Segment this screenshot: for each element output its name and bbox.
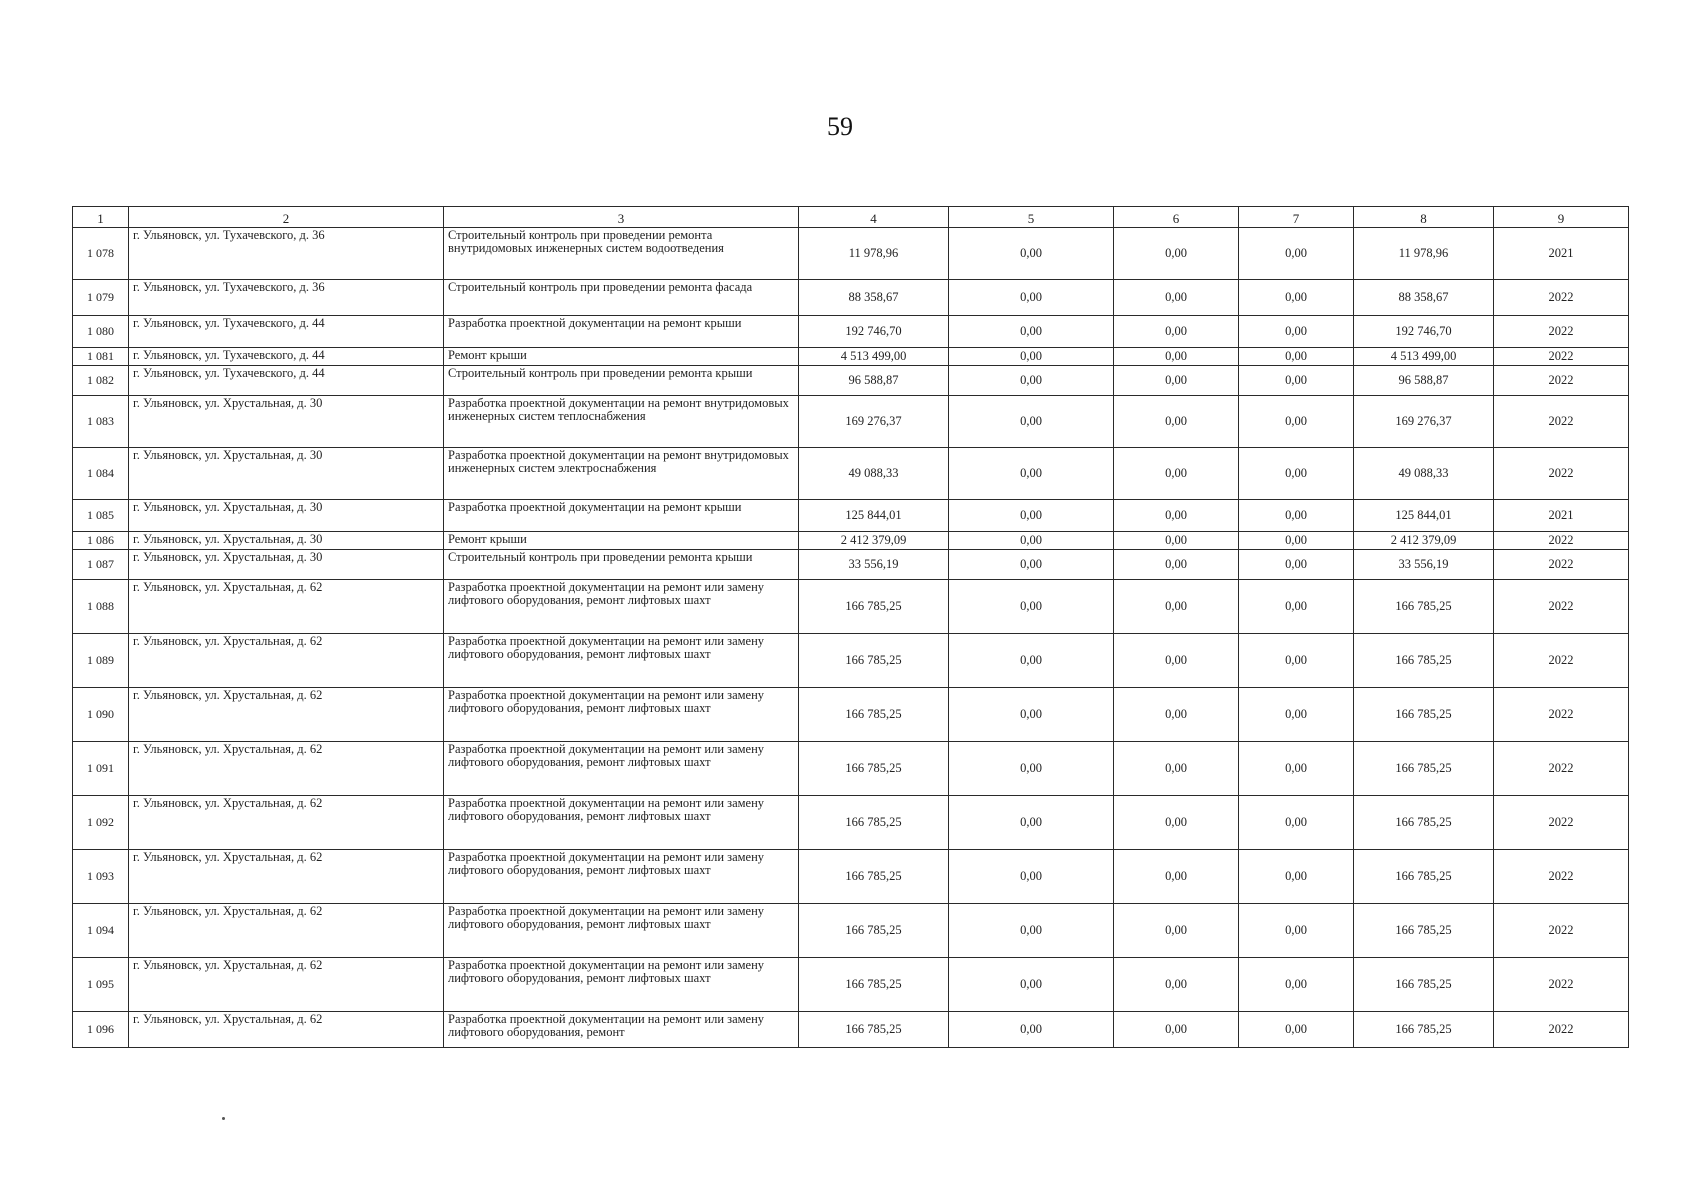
- work-description-cell: Строительный контроль при проведении ремонта крыши: [444, 550, 799, 580]
- value-cell-col6: 0,00: [1114, 396, 1239, 448]
- value-cell-col6: 0,00: [1114, 958, 1239, 1012]
- value-cell-col5: 0,00: [949, 850, 1114, 904]
- table-row: [73, 904, 1629, 958]
- value-cell-col8: 166 785,25: [1354, 688, 1494, 742]
- table-row: [73, 228, 1629, 280]
- row-number: 1 090: [73, 688, 129, 742]
- work-description-cell: Строительный контроль при проведении ремонта крыши: [444, 366, 799, 396]
- value-cell-col8: 125 844,01: [1354, 500, 1494, 532]
- value-cell-col8: 169 276,37: [1354, 396, 1494, 448]
- value-cell-col7: 0,00: [1239, 316, 1354, 348]
- value-cell-col4: 88 358,67: [799, 280, 949, 316]
- row-number: 1 094: [73, 904, 129, 958]
- value-cell-col6: 0,00: [1114, 532, 1239, 550]
- value-cell-col6: 0,00: [1114, 796, 1239, 850]
- table-row: [73, 366, 1629, 396]
- address-cell: г. Ульяновск, ул. Хрустальная, д. 62: [129, 742, 444, 796]
- value-cell-col6: 0,00: [1114, 316, 1239, 348]
- value-cell-col5: 0,00: [949, 366, 1114, 396]
- value-cell-col5: 0,00: [949, 280, 1114, 316]
- row-number: 1 089: [73, 634, 129, 688]
- work-description-cell: Разработка проектной документации на ремонт или замену лифтового оборудования, ремонт лифтовых шахт: [444, 688, 799, 742]
- table-row: [73, 850, 1629, 904]
- table-row: [73, 550, 1629, 580]
- work-description-cell: Разработка проектной документации на ремонт или замену лифтового оборудования, ремонт лифтовых шахт: [444, 850, 799, 904]
- header-row: [73, 207, 1629, 228]
- value-cell-col6: 0,00: [1114, 742, 1239, 796]
- row-number: 1 083: [73, 396, 129, 448]
- year-cell: 2022: [1494, 850, 1629, 904]
- year-cell: 2022: [1494, 348, 1629, 366]
- column-header-2: 2: [129, 207, 444, 228]
- value-cell-col5: 0,00: [949, 396, 1114, 448]
- value-cell-col5: 0,00: [949, 348, 1114, 366]
- row-number: 1 092: [73, 796, 129, 850]
- value-cell-col4: 33 556,19: [799, 550, 949, 580]
- row-number: 1 093: [73, 850, 129, 904]
- table-row: [73, 500, 1629, 532]
- value-cell-col4: 166 785,25: [799, 742, 949, 796]
- value-cell-col6: 0,00: [1114, 348, 1239, 366]
- value-cell-col5: 0,00: [949, 316, 1114, 348]
- value-cell-col8: 4 513 499,00: [1354, 348, 1494, 366]
- row-number: 1 087: [73, 550, 129, 580]
- row-number: 1 086: [73, 532, 129, 550]
- value-cell-col7: 0,00: [1239, 348, 1354, 366]
- address-cell: г. Ульяновск, ул. Хрустальная, д. 62: [129, 958, 444, 1012]
- value-cell-col8: 33 556,19: [1354, 550, 1494, 580]
- table-row: [73, 742, 1629, 796]
- value-cell-col7: 0,00: [1239, 550, 1354, 580]
- value-cell-col7: 0,00: [1239, 1012, 1354, 1048]
- year-cell: 2022: [1494, 1012, 1629, 1048]
- value-cell-col7: 0,00: [1239, 796, 1354, 850]
- row-number: 1 096: [73, 1012, 129, 1048]
- value-cell-col6: 0,00: [1114, 550, 1239, 580]
- value-cell-col5: 0,00: [949, 448, 1114, 500]
- value-cell-col8: 166 785,25: [1354, 742, 1494, 796]
- table-row: [73, 348, 1629, 366]
- year-cell: 2022: [1494, 742, 1629, 796]
- row-number: 1 085: [73, 500, 129, 532]
- work-description-cell: Разработка проектной документации на ремонт или замену лифтового оборудования, ремонт лифтовых шахт: [444, 958, 799, 1012]
- column-header-1: 1: [73, 207, 129, 228]
- work-description-cell: Строительный контроль при проведении ремонта фасада: [444, 280, 799, 316]
- value-cell-col4: 125 844,01: [799, 500, 949, 532]
- value-cell-col6: 0,00: [1114, 366, 1239, 396]
- value-cell-col7: 0,00: [1239, 366, 1354, 396]
- work-description-cell: Разработка проектной документации на ремонт крыши: [444, 316, 799, 348]
- value-cell-col5: 0,00: [949, 796, 1114, 850]
- address-cell: г. Ульяновск, ул. Тухачевского, д. 36: [129, 228, 444, 280]
- value-cell-col6: 0,00: [1114, 580, 1239, 634]
- value-cell-col4: 169 276,37: [799, 396, 949, 448]
- work-description-cell: Ремонт крыши: [444, 532, 799, 550]
- value-cell-col4: 166 785,25: [799, 904, 949, 958]
- address-cell: г. Ульяновск, ул. Хрустальная, д. 62: [129, 634, 444, 688]
- value-cell-col6: 0,00: [1114, 1012, 1239, 1048]
- value-cell-col4: 166 785,25: [799, 958, 949, 1012]
- year-cell: 2022: [1494, 634, 1629, 688]
- row-number: 1 082: [73, 366, 129, 396]
- row-number: 1 084: [73, 448, 129, 500]
- value-cell-col7: 0,00: [1239, 958, 1354, 1012]
- year-cell: 2022: [1494, 688, 1629, 742]
- address-cell: г. Ульяновск, ул. Хрустальная, д. 30: [129, 396, 444, 448]
- value-cell-col5: 0,00: [949, 228, 1114, 280]
- value-cell-col5: 0,00: [949, 634, 1114, 688]
- address-cell: г. Ульяновск, ул. Хрустальная, д. 30: [129, 500, 444, 532]
- work-description-cell: Разработка проектной документации на ремонт или замену лифтового оборудования, ремонт лифтовых шахт: [444, 634, 799, 688]
- row-number: 1 080: [73, 316, 129, 348]
- value-cell-col7: 0,00: [1239, 904, 1354, 958]
- address-cell: г. Ульяновск, ул. Хрустальная, д. 30: [129, 532, 444, 550]
- work-description-cell: Разработка проектной документации на ремонт или замену лифтового оборудования, ремонт лифтовых шахт: [444, 796, 799, 850]
- row-number: 1 091: [73, 742, 129, 796]
- work-description-cell: Разработка проектной документации на ремонт или замену лифтового оборудования, ремонт лифтовых шахт: [444, 742, 799, 796]
- value-cell-col5: 0,00: [949, 550, 1114, 580]
- column-header-5: 5: [949, 207, 1114, 228]
- value-cell-col7: 0,00: [1239, 742, 1354, 796]
- value-cell-col4: 166 785,25: [799, 688, 949, 742]
- value-cell-col4: 49 088,33: [799, 448, 949, 500]
- value-cell-col7: 0,00: [1239, 532, 1354, 550]
- value-cell-col5: 0,00: [949, 1012, 1114, 1048]
- address-cell: г. Ульяновск, ул. Тухачевского, д. 36: [129, 280, 444, 316]
- value-cell-col4: 192 746,70: [799, 316, 949, 348]
- value-cell-col5: 0,00: [949, 688, 1114, 742]
- address-cell: г. Ульяновск, ул. Хрустальная, д. 30: [129, 448, 444, 500]
- table-row: [73, 316, 1629, 348]
- row-number: 1 079: [73, 280, 129, 316]
- value-cell-col5: 0,00: [949, 742, 1114, 796]
- value-cell-col6: 0,00: [1114, 228, 1239, 280]
- value-cell-col8: 192 746,70: [1354, 316, 1494, 348]
- year-cell: 2022: [1494, 532, 1629, 550]
- value-cell-col6: 0,00: [1114, 634, 1239, 688]
- year-cell: 2021: [1494, 228, 1629, 280]
- value-cell-col8: 166 785,25: [1354, 634, 1494, 688]
- column-header-9: 9: [1494, 207, 1629, 228]
- year-cell: 2022: [1494, 316, 1629, 348]
- value-cell-col7: 0,00: [1239, 448, 1354, 500]
- table-row: [73, 634, 1629, 688]
- value-cell-col4: 166 785,25: [799, 796, 949, 850]
- address-cell: г. Ульяновск, ул. Хрустальная, д. 62: [129, 796, 444, 850]
- table-row: [73, 580, 1629, 634]
- value-cell-col5: 0,00: [949, 532, 1114, 550]
- value-cell-col5: 0,00: [949, 500, 1114, 532]
- row-number: 1 078: [73, 228, 129, 280]
- value-cell-col4: 4 513 499,00: [799, 348, 949, 366]
- value-cell-col6: 0,00: [1114, 850, 1239, 904]
- column-header-6: 6: [1114, 207, 1239, 228]
- value-cell-col4: 166 785,25: [799, 850, 949, 904]
- value-cell-col8: 166 785,25: [1354, 796, 1494, 850]
- table-row: [73, 280, 1629, 316]
- address-cell: г. Ульяновск, ул. Хрустальная, д. 62: [129, 688, 444, 742]
- work-description-cell: Разработка проектной документации на ремонт или замену лифтового оборудования, ремонт: [444, 1012, 799, 1048]
- value-cell-col8: 166 785,25: [1354, 1012, 1494, 1048]
- address-cell: г. Ульяновск, ул. Хрустальная, д. 62: [129, 904, 444, 958]
- year-cell: 2022: [1494, 904, 1629, 958]
- work-description-cell: Разработка проектной документации на ремонт внутридомовых инженерных систем электроснабжения: [444, 448, 799, 500]
- year-cell: 2022: [1494, 366, 1629, 396]
- work-description-cell: Разработка проектной документации на ремонт или замену лифтового оборудования, ремонт лифтовых шахт: [444, 904, 799, 958]
- value-cell-col4: 166 785,25: [799, 580, 949, 634]
- value-cell-col7: 0,00: [1239, 500, 1354, 532]
- address-cell: г. Ульяновск, ул. Хрустальная, д. 62: [129, 1012, 444, 1048]
- value-cell-col8: 96 588,87: [1354, 366, 1494, 396]
- value-cell-col7: 0,00: [1239, 280, 1354, 316]
- row-number: 1 088: [73, 580, 129, 634]
- year-cell: 2022: [1494, 280, 1629, 316]
- value-cell-col4: 2 412 379,09: [799, 532, 949, 550]
- year-cell: 2022: [1494, 796, 1629, 850]
- address-cell: г. Ульяновск, ул. Тухачевского, д. 44: [129, 366, 444, 396]
- value-cell-col4: 166 785,25: [799, 634, 949, 688]
- address-cell: г. Ульяновск, ул. Хрустальная, д. 62: [129, 850, 444, 904]
- value-cell-col8: 166 785,25: [1354, 580, 1494, 634]
- address-cell: г. Ульяновск, ул. Хрустальная, д. 30: [129, 550, 444, 580]
- table-row: [73, 396, 1629, 448]
- value-cell-col6: 0,00: [1114, 500, 1239, 532]
- column-header-3: 3: [444, 207, 799, 228]
- value-cell-col7: 0,00: [1239, 634, 1354, 688]
- work-description-cell: Разработка проектной документации на ремонт или замену лифтового оборудования, ремонт лифтовых шахт: [444, 580, 799, 634]
- value-cell-col7: 0,00: [1239, 396, 1354, 448]
- value-cell-col4: 11 978,96: [799, 228, 949, 280]
- table-body: [73, 207, 1629, 1048]
- table-row: [73, 796, 1629, 850]
- value-cell-col8: 166 785,25: [1354, 958, 1494, 1012]
- value-cell-col6: 0,00: [1114, 448, 1239, 500]
- value-cell-col8: 11 978,96: [1354, 228, 1494, 280]
- value-cell-col5: 0,00: [949, 958, 1114, 1012]
- value-cell-col7: 0,00: [1239, 580, 1354, 634]
- table-row: [73, 1012, 1629, 1048]
- value-cell-col6: 0,00: [1114, 280, 1239, 316]
- year-cell: 2022: [1494, 580, 1629, 634]
- value-cell-col7: 0,00: [1239, 228, 1354, 280]
- table-row: [73, 958, 1629, 1012]
- year-cell: 2022: [1494, 448, 1629, 500]
- column-header-7: 7: [1239, 207, 1354, 228]
- row-number: 1 081: [73, 348, 129, 366]
- value-cell-col4: 166 785,25: [799, 1012, 949, 1048]
- table-row: [73, 688, 1629, 742]
- work-description-cell: Разработка проектной документации на ремонт крыши: [444, 500, 799, 532]
- value-cell-col8: 166 785,25: [1354, 850, 1494, 904]
- scan-dot: [222, 1117, 225, 1120]
- column-header-8: 8: [1354, 207, 1494, 228]
- work-plan-table: [72, 206, 1629, 1048]
- value-cell-col5: 0,00: [949, 904, 1114, 958]
- work-description-cell: Строительный контроль при проведении ремонта внутридомовых инженерных систем водоотведения: [444, 228, 799, 280]
- year-cell: 2022: [1494, 958, 1629, 1012]
- address-cell: г. Ульяновск, ул. Тухачевского, д. 44: [129, 348, 444, 366]
- address-cell: г. Ульяновск, ул. Тухачевского, д. 44: [129, 316, 444, 348]
- value-cell-col6: 0,00: [1114, 904, 1239, 958]
- year-cell: 2021: [1494, 500, 1629, 532]
- value-cell-col5: 0,00: [949, 580, 1114, 634]
- value-cell-col8: 49 088,33: [1354, 448, 1494, 500]
- value-cell-col7: 0,00: [1239, 688, 1354, 742]
- table-row: [73, 448, 1629, 500]
- value-cell-col7: 0,00: [1239, 850, 1354, 904]
- value-cell-col6: 0,00: [1114, 688, 1239, 742]
- value-cell-col4: 96 588,87: [799, 366, 949, 396]
- page-number: 59: [827, 112, 853, 141]
- value-cell-col8: 166 785,25: [1354, 904, 1494, 958]
- table-row: [73, 532, 1629, 550]
- year-cell: 2022: [1494, 396, 1629, 448]
- address-cell: г. Ульяновск, ул. Хрустальная, д. 62: [129, 580, 444, 634]
- work-description-cell: Ремонт крыши: [444, 348, 799, 366]
- year-cell: 2022: [1494, 550, 1629, 580]
- value-cell-col8: 2 412 379,09: [1354, 532, 1494, 550]
- column-header-4: 4: [799, 207, 949, 228]
- work-description-cell: Разработка проектной документации на ремонт внутридомовых инженерных систем теплоснабжения: [444, 396, 799, 448]
- value-cell-col8: 88 358,67: [1354, 280, 1494, 316]
- row-number: 1 095: [73, 958, 129, 1012]
